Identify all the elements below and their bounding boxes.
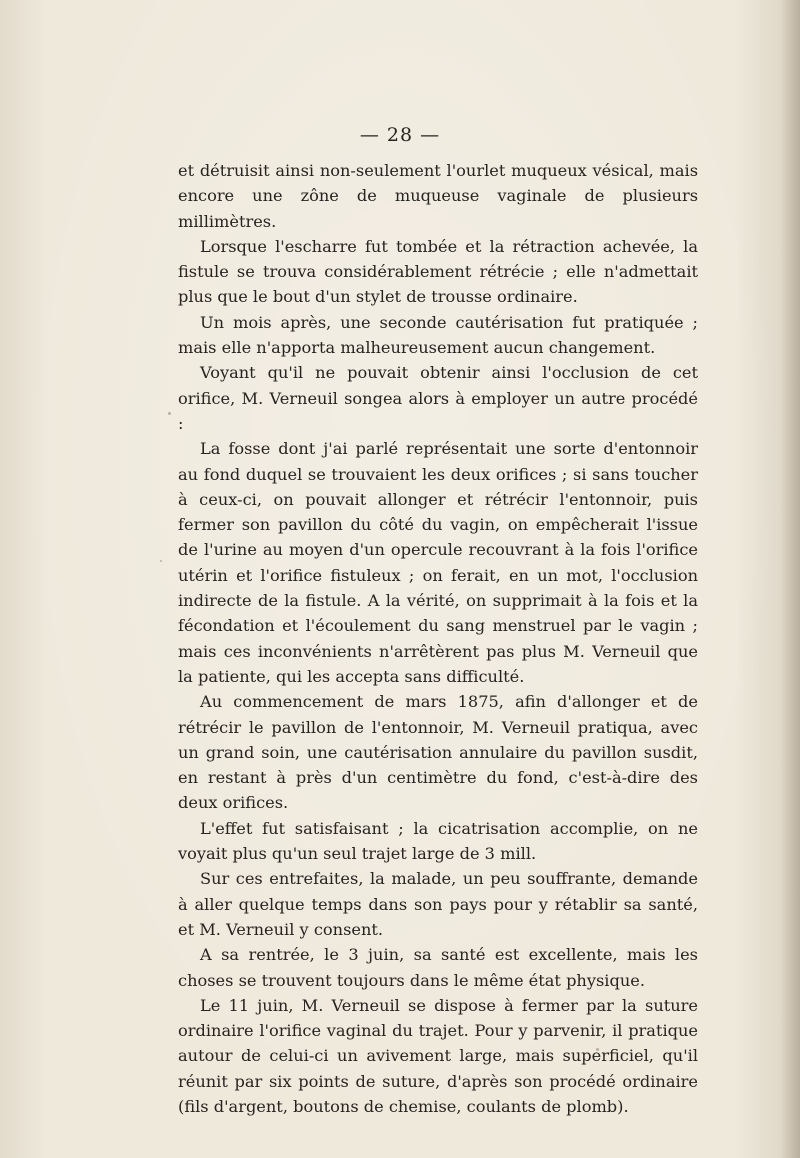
paper-speck	[596, 1048, 599, 1051]
paragraph: Un mois après, une seconde cautérisation fut pratiquée ; mais elle n'apporta malheureusement aucun changement.	[178, 312, 698, 358]
paragraph: Au commencement de mars 1875, afin d'allonger et de rétrécir le pavillon de l'entonnoir, M. Verneuil pratiqua, avec un grand soin, une cautérisation annulaire du pavillon susdit, en restant à près d'un centimètre du fond, c'est-à-dire des deux orifices.	[178, 692, 698, 813]
page-number: — 28 —	[359, 124, 441, 146]
paragraph: L'effet fut satisfaisant ; la cicatrisation accomplie, on ne voyait plus qu'un seul trajet large de 3 mill.	[178, 818, 698, 864]
paragraph: Le 11 juin, M. Verneuil se dispose à fermer par la suture ordinaire l'orifice vaginal du trajet. Pour y parvenir, il pratique autour de celui-ci un avivement large, mais superficiel, qu'il réunit par six points de suture, d'après son procédé ordinaire (fils d'argent, boutons de chemise, coulants de plomb).	[178, 995, 698, 1116]
paragraph: Voyant qu'il ne pouvait obtenir ainsi l'occlusion de cet orifice, M. Verneuil songea alors à employer un autre procédé :	[178, 363, 698, 433]
paragraph: et détruisit ainsi non-seulement l'ourlet muqueux vésical, mais encore une zône de muqueuse vaginale de plusieurs millimètres.	[178, 161, 698, 231]
paragraph: A sa rentrée, le 3 juin, sa santé est excellente, mais les choses se trouvent toujours dans le même état physique.	[178, 945, 698, 990]
body-text	[178, 158, 698, 1119]
paragraph: La fosse dont j'ai parlé représentait une sorte d'entonnoir au fond duquel se trouvaient les deux orifices ; si sans toucher à ceux-ci, on pouvait allonger et rétrécir l'entonnoir, puis fermer son pavillon du côté du vagin, on empêcherait l'issue de l'urine au moyen d'un opercule recouvrant à la fois l'orifice utérin et l'orifice fistuleux ; on ferait, en un mot, l'occlusion indirecte de la fistule. A la vérité, on supprimait à la fois et la fécondation et l'écoulement du sang menstruel par le vagin ; mais ces inconvénients n'arrêtèrent pas plus M. Verneuil que la patiente, qui les accepta sans difficulté.	[178, 439, 698, 686]
page-edge-shadow	[780, 0, 800, 1158]
paragraph: Sur ces entrefaites, la malade, un peu souffrante, demande à aller quelque temps dans son pays pour y rétablir sa santé, et M. Verneuil y consent.	[178, 869, 698, 939]
paper-speck	[160, 560, 162, 562]
paper-speck	[168, 412, 171, 415]
paragraph: Lorsque l'escharre fut tombée et la rétraction achevée, la fistule se trouva considérablement rétrécie ; elle n'admettait plus que le bout d'un stylet de trousse ordinaire.	[178, 236, 698, 307]
